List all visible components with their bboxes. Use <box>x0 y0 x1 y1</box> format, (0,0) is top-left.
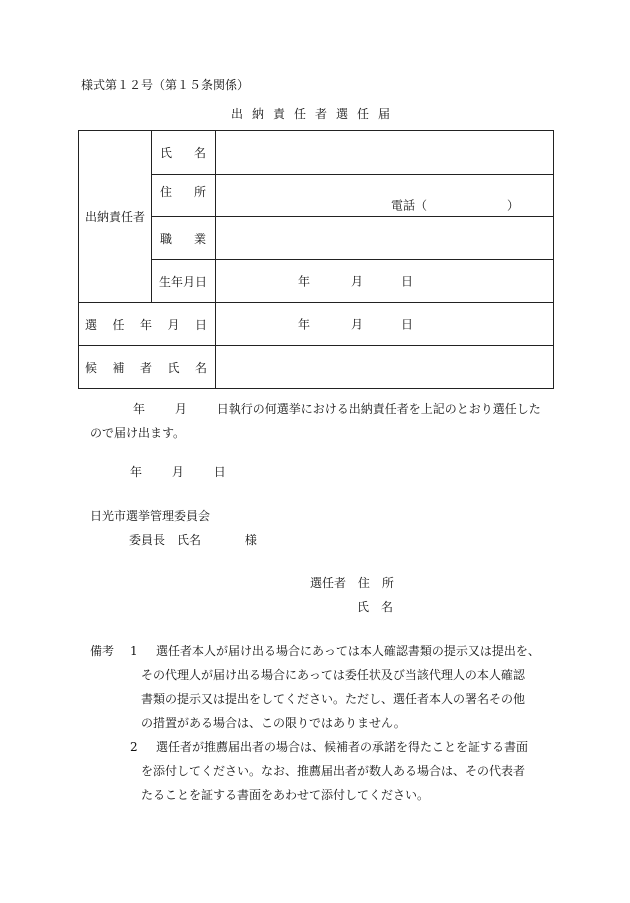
birthdate-label-cell <box>152 260 216 303</box>
birthdate-field[interactable] <box>216 260 554 303</box>
notes-label: 備考 <box>90 644 115 658</box>
candidate-label-char: 氏 <box>167 360 180 375</box>
birthdate-year: 年 <box>298 274 311 289</box>
note-line: を添付してください。なお、推薦届出者が数人ある場合は、その代表者 <box>141 764 526 778</box>
candidate-name-label-cell <box>79 346 216 389</box>
submission-day: 日 <box>213 465 226 479</box>
statement-line-1 <box>133 403 541 415</box>
appointment-day: 日 <box>401 317 414 332</box>
appointer-role: 選任者 <box>310 576 347 590</box>
phone-close: ） <box>507 198 520 213</box>
officer-group-label <box>79 131 152 303</box>
birthdate-label: 生年月日 <box>159 274 208 289</box>
appointment-label-char: 日 <box>194 317 207 332</box>
chairman-line <box>129 534 257 546</box>
appointment-month: 月 <box>351 317 364 332</box>
candidate-label-char: 名 <box>194 360 207 375</box>
name-label-char: 名 <box>193 146 206 160</box>
appointment-label-char: 選 <box>85 317 98 332</box>
statement-month: 月 <box>174 402 187 416</box>
note-line: の措置がある場合は、この限りではありません。 <box>141 716 406 730</box>
birthdate-month: 月 <box>351 274 364 289</box>
document-title: 出納責任者選任届 <box>230 107 399 121</box>
statement-text: 日執行の何選挙における出納責任者を上記のとおり選任した <box>216 402 541 416</box>
honorific: 様 <box>244 533 257 547</box>
submission-month: 月 <box>171 465 184 479</box>
note-line: その代理人が届け出る場合にあっては委任状及び当該代理人の本人確認 <box>141 668 525 682</box>
name-label-char: 氏 <box>160 146 173 160</box>
appointer-address-line <box>310 577 394 589</box>
statement-line-2: ので届け出ます。 <box>90 426 186 440</box>
submission-date <box>130 466 226 478</box>
address-label-char: 所 <box>193 185 206 199</box>
occupation-label-cell <box>152 217 216 260</box>
note-line: 選任者本人が届け出る場合にあっては本人確認書類の提示又は提出を、 <box>156 644 540 658</box>
appointer-address-label: 住 所 <box>357 576 394 590</box>
candidate-name-field[interactable] <box>216 346 554 389</box>
occupation-label-char: 職 <box>160 231 173 246</box>
chairman-label: 委員長 氏名 <box>129 533 202 547</box>
committee-name: 日光市選挙管理委員会 <box>90 509 211 523</box>
appointment-date-label-cell <box>79 303 216 346</box>
note-number: 2 <box>130 740 138 754</box>
address-label-cell <box>152 175 216 217</box>
note-number: 1 <box>130 644 138 658</box>
officer-group-text: 出納責任者 <box>84 210 145 224</box>
address-field[interactable] <box>216 175 554 217</box>
candidate-label-char: 補 <box>112 360 125 375</box>
note-line: 書類の提示又は提出をしてください。ただし、選任者本人の署名その他 <box>141 692 526 706</box>
occupation-field[interactable] <box>216 217 554 260</box>
appointment-label-char: 年 <box>139 317 152 332</box>
statement-year: 年 <box>133 402 146 416</box>
note-line: 選任者が推薦届出者の場合は、候補者の承諾を得たことを証する書面 <box>156 740 529 754</box>
appointer-name-label: 氏 名 <box>357 600 394 614</box>
appointment-date-field[interactable] <box>216 303 554 346</box>
officer-form-table <box>78 130 554 389</box>
name-label-cell <box>152 131 216 175</box>
appointment-label-char: 任 <box>112 317 125 332</box>
phone-label: 電話（ <box>391 198 428 213</box>
name-field[interactable] <box>216 131 554 175</box>
form-number: 様式第１２号（第１５条関係） <box>81 78 250 92</box>
appointment-year: 年 <box>298 317 311 332</box>
note-line: たることを証する書面をあわせて添付してください。 <box>141 788 430 802</box>
candidate-label-char: 者 <box>139 360 152 375</box>
appointment-label-char: 月 <box>167 317 180 332</box>
occupation-label-char: 業 <box>193 231 206 246</box>
address-label-char: 住 <box>160 185 173 199</box>
submission-year: 年 <box>130 465 143 479</box>
birthdate-day: 日 <box>401 274 414 289</box>
candidate-label-char: 候 <box>85 360 98 375</box>
